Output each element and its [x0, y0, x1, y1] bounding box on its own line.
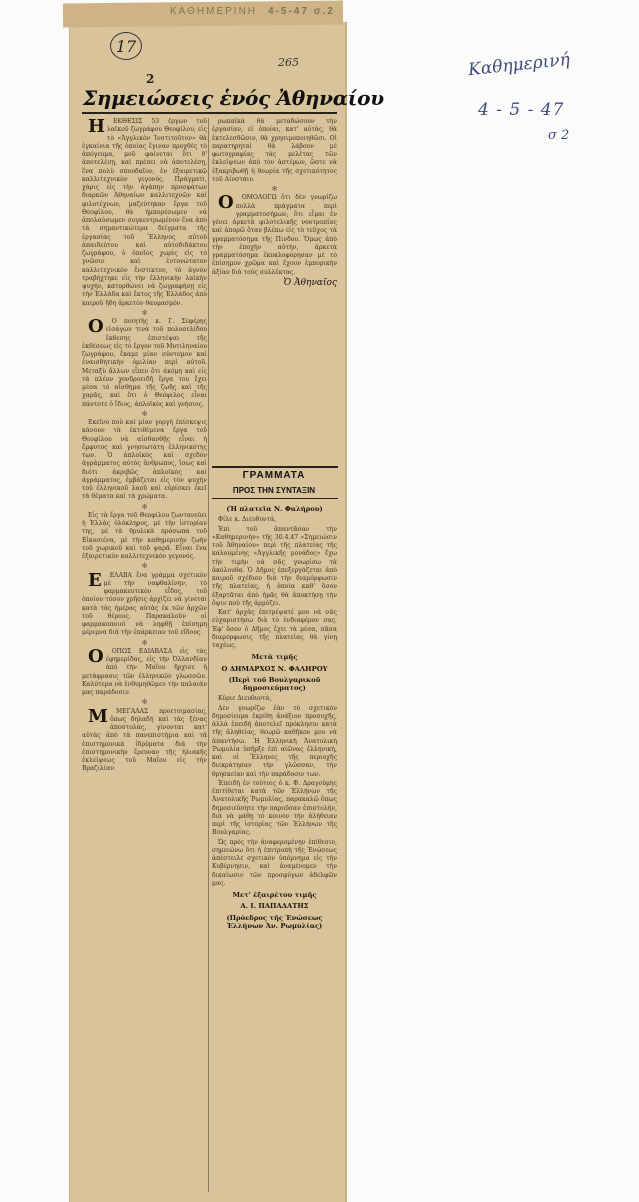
separator-star: ✻ [141, 562, 148, 571]
letter2-title: (Περὶ τοῦ Βουλγαρικοῦ δημοσιεύματος) [228, 675, 321, 692]
separator-star: ✻ [271, 185, 278, 193]
separator-star: ✻ [141, 638, 148, 647]
right-paragraph-1: ρωπαϊκὰ θὰ μεταδώσουν τὴν ἐργασίαν, εἰ ὁποίαι, κατ' αὐτὰς, θὰ ἐκτελεσθῶσιν, θὰ χρησιμοποιηθῶσι. Οἱ παρατηρηταὶ θὰ λάβουν μὲ φωτογραφίας τὰς μελέτας τῶν ἐκλείψεων ἀπὸ τὸν ἀστέρων, ὥστε νὰ ἐξακριβωθῇ ἡ θεωρία τῆς σχετικότητος τοῦ Αἰνστάιν. [212, 118, 337, 183]
headline-rule [82, 112, 337, 114]
separator-star: ✻ [141, 698, 148, 707]
letters-heading: ΓΡΑΜΜΑΤΑ [242, 470, 306, 481]
stamp-date: 4-5-47 σ.2 [268, 6, 335, 17]
letter2-body-3: Ὡς πρὸς τὴν ἀναφερομένην ἐπίθεσιν, σημειώνω ὅτι ἡ ἐπιτροπὴ τῆς Ἑνώσεως ἀπέστειλε σχετικὸν ὑπόμνημα εἰς τὴν Κυβέρνησιν, καὶ ἀναμένομεν τὴν δικαίωσιν τῶν προσφύγων ἀδελφῶν μας. [212, 838, 337, 887]
letter1-signature: Ο ΔΗΜΑΡΧΟΣ Ν. ΦΑΛΗΡΟΥ [221, 664, 328, 673]
separator-star: ✻ [141, 502, 148, 511]
letters-rule-top [212, 466, 338, 468]
archive-number: 265 [278, 56, 299, 69]
separator-star: ✻ [141, 409, 148, 418]
left-column: Η ΕΚΘΕΣΙΣ 53 ἔργων τοῦ λαϊκοῦ ζωγράφου Θεοφίλου, εἰς τὸ «Ἀγγλικὸν Ἰνστιτοῦτον» θὰ ἐγκαίνια τῆς ὁποίας ἔγιναν προχθὲς τὸ ἀπόγευμα, μοῦ φαίνεται ὅτι θ' ἀποτελέσῃ, καὶ πρέπει νὰ ἀποτελέσῃ, ἕνα πολὺ σπουδαῖον, ἐν ἐξαιρετικῷ καλλιτεχνικὸν γεγονός. Πράγματι, χάρις εἰς τὴν ἀγάπην προσφάτων διαρκῶν Ἀθηναίων καλλιτεχνῶν καὶ φιλοτέχνων, μαζεύτηκαν ἔργα τοῦ Θεοφίλου, θὰ ἠμπορέσωμεν νὰ ἀπολαύσωμεν συγκεντρωμένον ἕνα ἀπὸ τὰ σημαντικώτερα δείγματα τῆς ἐργασίας τοῦ Ἕλληνος αὐτοῦ ἀπαιδεύτου καὶ αὐτοδιδάκτου ζωγράφου, ὁ ὁποῖος χωρὶς εἰς τὸ γνῶσιν καὶ ἐντονώτατον καλλιτεχνικὸν ἔνστικτον, τὸ ἀγνὸν τραβήχτηκε εἰς τὴν ἑλληνικὴν λαϊκὴν ψυχήν, κατορθώνει νὰ ζωγραφήσῃ εἰς τὴν Ἑλλάδα καὶ ἔκτος τῆς Ἑλλάδος ἀπὸ καιροῦ ἤδη ἀρκετὸν θαυμασμόν. ✻ Ο Ο ποιητὴς κ. Γ. Σεφέρης εἰσάγων τινὰ τοῦ πολυσελίδου ἔκθεσης ἐπιστέψαι τῆς ἐκθέσεως εἰς τὸ ἔργον τοῦ Μυτιληναίου ζωγράφου, ἔκαμε μίαν σύντομον καὶ ἐναισθητικὴν ὁμιλίαν περὶ αὐτοῦ. Μεταξὺ ἄλλων εἶπεν ὅτι ἀκόμη καὶ εἰς τὰ πλέον χονδροειδῆ ἔργα του ἔχει μέσα τὸ αἴσθημα τῆς ζωῆς καὶ τῆς χαρᾶς, καὶ ὅτι ὁ Θεόφιλος εἶναι πάντοτε ὁ ἴδιος, ἁπλοϊκὸς καὶ γνήσιος. ✻ Εκεῖνο ποὺ καὶ μίαν γοργὴ ἐπίσκεψις κάνουν τὰ ἐκτιθέμενα ἔργα τοῦ Θεοφίλου νὰ αἰσθανθῇς εἶναι ἡ ἔμφυτος καὶ γνησιωτάτη ἑλληνικότης των. Ὁ ἁπλοϊκὸς καὶ σχεδὸν ἀγράμματος αὐτὸς ἄνθρωπος, ἴσως καὶ διότι ἀκριβῶς ἁπλοϊκὸς καὶ ἀγράμματος, ἐμβάζεται εἰς τὸν ψυχὴν τοῦ ἑλληνικοῦ λαοῦ καὶ εὑρίσκει ἐκεῖ τὰ θέματα καὶ τὰ χρώματα. ✻ Εἰς τὰ ἔργα τοῦ Θεοφίλου ζωντανεύει ἡ Ἑλλὰς ὁλόκληρος, μὲ τὴν ἱστορίαν της, μὲ τὰ θρυλικὰ πρόσωπα τοῦ Εἰκοσιένα, μὲ τὴν καθημερινὴν ζωὴν τοῦ χωρικοῦ καὶ τοῦ ψαρᾶ. Εἶναι ἕνα ἐξαιρετικὸν καλλιτεχνικὸν γεγονός. ✻ Ε ΕΛΑΒΑ ἕνα γράμμα σχετικὸν μὲ τὴν ναφθαλίνην, τὸ φαρμακευτικὸν εἶδος, τοῦ ὁποίου τόσον χρῆσις ἀρχίζει νὰ γίνεται κατὰ τὰς ἡμέρας αὐτὰς ἐκ τῶν ἀρχῶν τοῦ θέρους. Παρακαλοῦν οἱ φαρμακοποιοὶ νὰ ληφθῇ ἐπίσημη μέριμνα διὰ τὴν ἐπάρκειαν τοῦ εἴδους. ✻ Ο ΟΠΩΣ ΕΔΙΑΒΑΣΑ εἰς τὰς ἐφημερίδας, εἰς τὴν Ὀλλανδίαν ἀπὸ τὴν Μαΐου ἤρχισε ἡ μετάφρασις τῶν ἑλληνικῶν γλωσσῶν. Καλύτερα νὰ ἐνθυμηθῶμεν τὴν παλαιὰν μας παράδοσιν. ✻ Μ ΜΕΓΑΛΑΣ προετοιμασίας, ὅπως δηλαδὴ καὶ τὰς ξένας ἀποστολάς, γίνονται κατ' αὐτὰς ἀπὸ τὰ πανεπιστήμια καὶ τὰ ἐπιστημονικὰ ἱδρύματα διὰ τὴν ἐπιστημονικὴν ἔρευναν τῆς ἡλιακῆς ἐκλείψεως τοῦ Μαΐου εἰς τὴν Βραζιλίαν. [82, 118, 207, 773]
separator-star: ✻ [141, 308, 148, 317]
left-paragraph-7: ΜΕΓΑΛΑΣ προετοιμασίας, ὅπως δηλαδὴ καὶ τὰς ξένας ἀποστολάς, γίνονται κατ' αὐτὰς ἀπὸ τὰ πανεπιστήμια καὶ τὰ ἐπιστημονικὰ ἱδρύματα διὰ τὴν ἐπιστημονικὴν ἔρευναν τῆς ἡλιακῆς ἐκλείψεως τοῦ Μαΐου εἰς τὴν Βραζιλίαν. [82, 707, 207, 773]
right-top-column: ρωπαϊκὰ θὰ μεταδώσουν τὴν ἐργασίαν, εἰ ὁποίαι, κατ' αὐτὰς, θὰ ἐκτελεσθῶσιν, θὰ χρησιμοποιηθῶσι. Οἱ παρατηρηταὶ θὰ λάβουν μὲ φωτογραφίας τὰς μελέτας τῶν ἐκλείψεων ἀπὸ τὸν ἀστέρων, ὥστε νὰ ἐξακριβωθῇ ἡ θεωρία τῆς σχετικότητος τοῦ Αἰνστάιν. ✻ Ο ΟΜΟΛΟΓΩ ὅτι δὲν γνωρίζω πολλὰ πράγματα περὶ γραμματοσήμων, ὅτι εἶμαι ἐν γένει ἀρκετὰ φιλοτελικῆς νοοτροπίας καὶ ἀπορῶ ὅταν βλέπω εἰς τὸ τεῦχος τὰ γραμματόσημα τῆς Πινδου. Ὅμως ἀπὸ τὴν ἐποχὴν αὐτήν, ἀρκετὰ γραμματόσημα ἐκυκλοφόρησαν μὲ τὸ ἐπίσημον χρῶμα καὶ ἔχουν ἐμπορικὴν ἀξίαν διὰ τοὺς συλλέκτας. Ὁ Ἀθηναῖος [212, 118, 337, 288]
letters-subheading: ΠΡΟΣ ΤΗΝ ΣΥΝΤΑΞΙΝ [232, 486, 316, 495]
letter2-salutation: Κύριε Διευθυντά, [218, 695, 272, 703]
left-paragraph-4: Εἰς τὰ ἔργα τοῦ Θεοφίλου ζωντανεύει ἡ Ἑλλὰς ὁλόκληρος, μὲ τὴν ἱστορίαν της, μὲ τὰ θρυλικὰ πρόσωπα τοῦ Εἰκοσιένα, μὲ τὴν καθημερινὴν ζωὴν τοῦ χωρικοῦ καὶ τοῦ ψαρᾶ. Εἶναι ἕνα ἐξαιρετικὸν καλλιτεχνικὸν γεγονός. [82, 511, 207, 560]
left-paragraph-5: ΕΛΑΒΑ ἕνα γράμμα σχετικὸν μὲ τὴν ναφθαλίνην, τὸ φαρμακευτικὸν εἶδος, τοῦ ὁποίου τόσον χρῆσις ἀρχίζει νὰ γίνεται κατὰ τὰς ἡμέρας αὐτὰς ἐκ τῶν ἀρχῶν τοῦ θέρους. Παρακαλοῦν οἱ φαρμακοποιοὶ νὰ ληφθῇ ἐπίσημη μέριμνα διὰ τὴν ἐπάρκειαν τοῦ εἴδους. [82, 571, 207, 637]
column-divider [208, 118, 209, 1192]
letter2-body-1: Δὲν γνωρίζω ἐὰν τὸ σχετικὸν δημοσίευμα ἐκρίθη ἀνάξιον προσοχῆς, ἀλλὰ ἐπειδὴ ἀποτελεῖ πρόκλησιν κατὰ τῆς ἀληθείας, θεωρῶ καθῆκον μου νὰ ἀπαντήσω. Ἡ Ἑλληνικὴ Ἀνατολικὴ Ῥωμυλία ὑπῆρξε ἐπὶ αἰῶνας ἑλληνική, καὶ οἱ Ἕλληνες τῆς περιοχῆς διεκράτησαν τὴν γλῶσσαν, τὴν θρησκείαν καὶ τὴν παράδοσιν των. [212, 704, 337, 778]
letters-column [212, 502, 337, 1192]
letter1-body-1: Ἐπὶ τοῦ ἀπαντᾶσαν τὴν «Καθημερινὴν» τῆς 30.4.47 «Σημειώσιν τοῦ Ἀθηναίου» περὶ τῆς πλατείας τῆς καλουμένης «Ἀγγλικῆς μονάδος» ἔχω τὴν τιμὴν νὰ σᾶς γνωρίσω τὰ ἀκόλουθα. Ὁ Δῆμος ἐπεξεργάζεται ἀπὸ καιροῦ σχέδιον διὰ τὴν διαμόρφωσιν τῆς πλατείας, ἡ ὁποία καθ' ὅσον ἐξαρτᾶται ἀπὸ ἡμᾶς θὰ ἀποκτήσῃ τὴν ὄψιν ποὺ τῆς ἁρμόζει. [212, 525, 337, 607]
handwritten-date: 4 - 5 - 47 [478, 100, 565, 120]
page-number: 2 [146, 72, 155, 86]
left-paragraph-3: Εκεῖνο ποὺ καὶ μίαν γοργὴ ἐπίσκεψις κάνουν τὰ ἐκτιθέμενα ἔργα τοῦ Θεοφίλου νὰ αἰσθανθῇς εἶναι ἡ ἔμφυτος καὶ γνησιωτάτη ἑλληνικότης των. Ὁ ἁπλοϊκὸς καὶ σχεδὸν ἀγράμματος αὐτὸς ἄνθρωπος, ἴσως καὶ διότι ἀκριβῶς ἁπλοϊκὸς καὶ ἀγράμματος, ἐμβάζεται εἰς τὸν ψυχὴν τοῦ ἑλληνικοῦ λαοῦ καὶ εὑρίσκει ἐκεῖ τὰ θέματα καὶ τὰ χρώματα. [82, 419, 207, 501]
letter1-title: (Ἡ πλατεῖα Ν. Φαλήρου) [226, 505, 323, 513]
letter2-signature: Α. Ι. ΠΑΠΑΔΑΤΗΣ [240, 902, 309, 911]
letter1-salutation: Φίλε κ. Διευθυντά, [218, 516, 277, 524]
letter2-role: (Πρόεδρος τῆς Ἑνώσεως Ἑλλήνων Ἀν. Ρωμυλίας) [226, 913, 323, 930]
circled-number: 17 [110, 32, 142, 60]
letters-rule-bottom [212, 498, 338, 499]
right-paragraph-2: ΟΜΟΛΟΓΩ ὅτι δὲν γνωρίζω πολλὰ πράγματα περὶ γραμματοσήμων, ὅτι εἶμαι ἐν γένει ἀρκετὰ φιλοτελικῆς νοοτροπίας καὶ ἀπορῶ ὅταν βλέπω εἰς τὸ τεῦχος τὰ γραμματόσημα τῆς Πινδου. Ὅμως ἀπὸ τὴν ἐποχὴν αὐτήν, ἀρκετὰ γραμματόσημα ἐκυκλοφόρησαν μὲ τὸ ἐπίσημον χρῶμα καὶ ἔχουν ἐμπορικὴν ἀξίαν διὰ τοὺς συλλέκτας. [212, 194, 337, 276]
letter1-signoff: Μετὰ τιμῆς [251, 653, 298, 662]
letter2-body-2: Ἐπειδὴ ἐν τούτοις ὁ κ. Φ. Δραγούμης ἐπιτίθεται κατὰ τῶν Ἑλλήνων τῆς Ἀνατολικῆς Ῥωμυλίας, παρακαλῶ ὅπως δημοσιεύσητε τὴν παροῦσαν ἐπιστολήν, διὰ νὰ μάθῃ τὸ κοινὸν τὴν ἀλήθειαν περὶ τῆς ἱστορίας τῶν Ἑλλήνων τῆς Βουλγαρίας. [212, 779, 337, 837]
letter2-signoff: Μετ' ἐξαιρέτου τιμῆς [232, 891, 317, 899]
left-paragraph-1: ΕΚΘΕΣΙΣ 53 ἔργων τοῦ λαϊκοῦ ζωγράφου Θεοφίλου, εἰς τὸ «Ἀγγλικὸν Ἰνστιτοῦτον» θὰ ἐγκαίνια τῆς ὁποίας ἔγιναν προχθὲς τὸ ἀπόγευμα, μοῦ φαίνεται ὅτι θ' ἀποτελέσῃ, καὶ πρέπει νὰ ἀποτελέσῃ, ἕνα πολὺ σπουδαῖον, ἐν ἐξαιρετικῷ καλλιτεχνικὸν γεγονός. Πράγματι, χάρις εἰς τὴν ἀγάπην προσφάτων διαρκῶν Ἀθηναίων καλλιτεχνῶν καὶ φιλοτέχνων, μαζεύτηκαν ἔργα τοῦ Θεοφίλου, θὰ ἠμπορέσωμεν νὰ ἀπολαύσωμεν συγκεντρωμένον ἕνα ἀπὸ τὰ σημαντικώτερα δείγματα τῆς ἐργασίας τοῦ Ἕλληνος αὐτοῦ ἀπαιδεύτου καὶ αὐτοδιδάκτου ζωγράφου, ὁ ὁποῖος χωρὶς εἰς τὸ γνῶσιν καὶ ἐντονώτατον καλλιτεχνικὸν ἔνστικτον, τὸ ἀγνὸν τραβήχτηκε εἰς τὴν ἑλληνικὴν λαϊκὴν ψυχήν, κατορθώνει νὰ ζωγραφήσῃ εἰς τὴν Ἑλλάδα καὶ ἔκτος τῆς Ἑλλάδος ἀπὸ καιροῦ ἤδη ἀρκετὸν θαυμασμόν. [82, 118, 207, 307]
stamp-paper-name: ΚΑΘΗΜΕΡΙΝΗ [170, 6, 258, 17]
letter1-body-2: Κατ' ἀρχὰς ἐπιτρέψατέ μου νὰ σᾶς εὐχαριστήσω διὰ τὸ ἐνδιαφέρον σας. Ἐφ' ὅσον ὁ Δῆμος ἔχει τὰ μέσα, πᾶσα διαμόρφωσις τῆς πλατείας θὰ γίνῃ ταχέως. [212, 609, 337, 649]
left-paragraph-6: ΟΠΩΣ ΕΔΙΑΒΑΣΑ εἰς τὰς ἐφημερίδας, εἰς τὴν Ὀλλανδίαν ἀπὸ τὴν Μαΐου ἤρχισε ἡ μετάφρασις τῶν ἑλληνικῶν γλωσσῶν. Καλύτερα νὰ ἐνθυμηθῶμεν τὴν παλαιὰν μας παράδοσιν. [82, 647, 207, 696]
headline: Σημειώσεις ἑνός Ἀθηναίου [83, 86, 384, 110]
handwritten-page: σ 2 [548, 128, 570, 143]
handwritten-newspaper: Καθημερινή [467, 49, 571, 81]
athenian-signature: Ὁ Ἀθηναῖος [283, 277, 337, 288]
left-paragraph-2: Ο ποιητὴς κ. Γ. Σεφέρης εἰσάγων τινὰ τοῦ πολυσελίδου ἔκθεσης ἐπιστέψαι τῆς ἐκθέσεως εἰς τὸ ἔργον τοῦ Μυτιληναίου ζωγράφου, ἔκαμε μίαν σύντομον καὶ ἐναισθητικὴν ὁμιλίαν περὶ αὐτοῦ. Μεταξὺ ἄλλων εἶπεν ὅτι ἀκόμη καὶ εἰς τὰ πλέον χονδροειδῆ ἔργα του ἔχει μέσα τὸ αἴσθημα τῆς ζωῆς καὶ τῆς χαρᾶς, καὶ ὅτι ὁ Θεόφιλος εἶναι πάντοτε ὁ ἴδιος, ἁπλοϊκὸς καὶ γνήσιος. [82, 318, 207, 408]
